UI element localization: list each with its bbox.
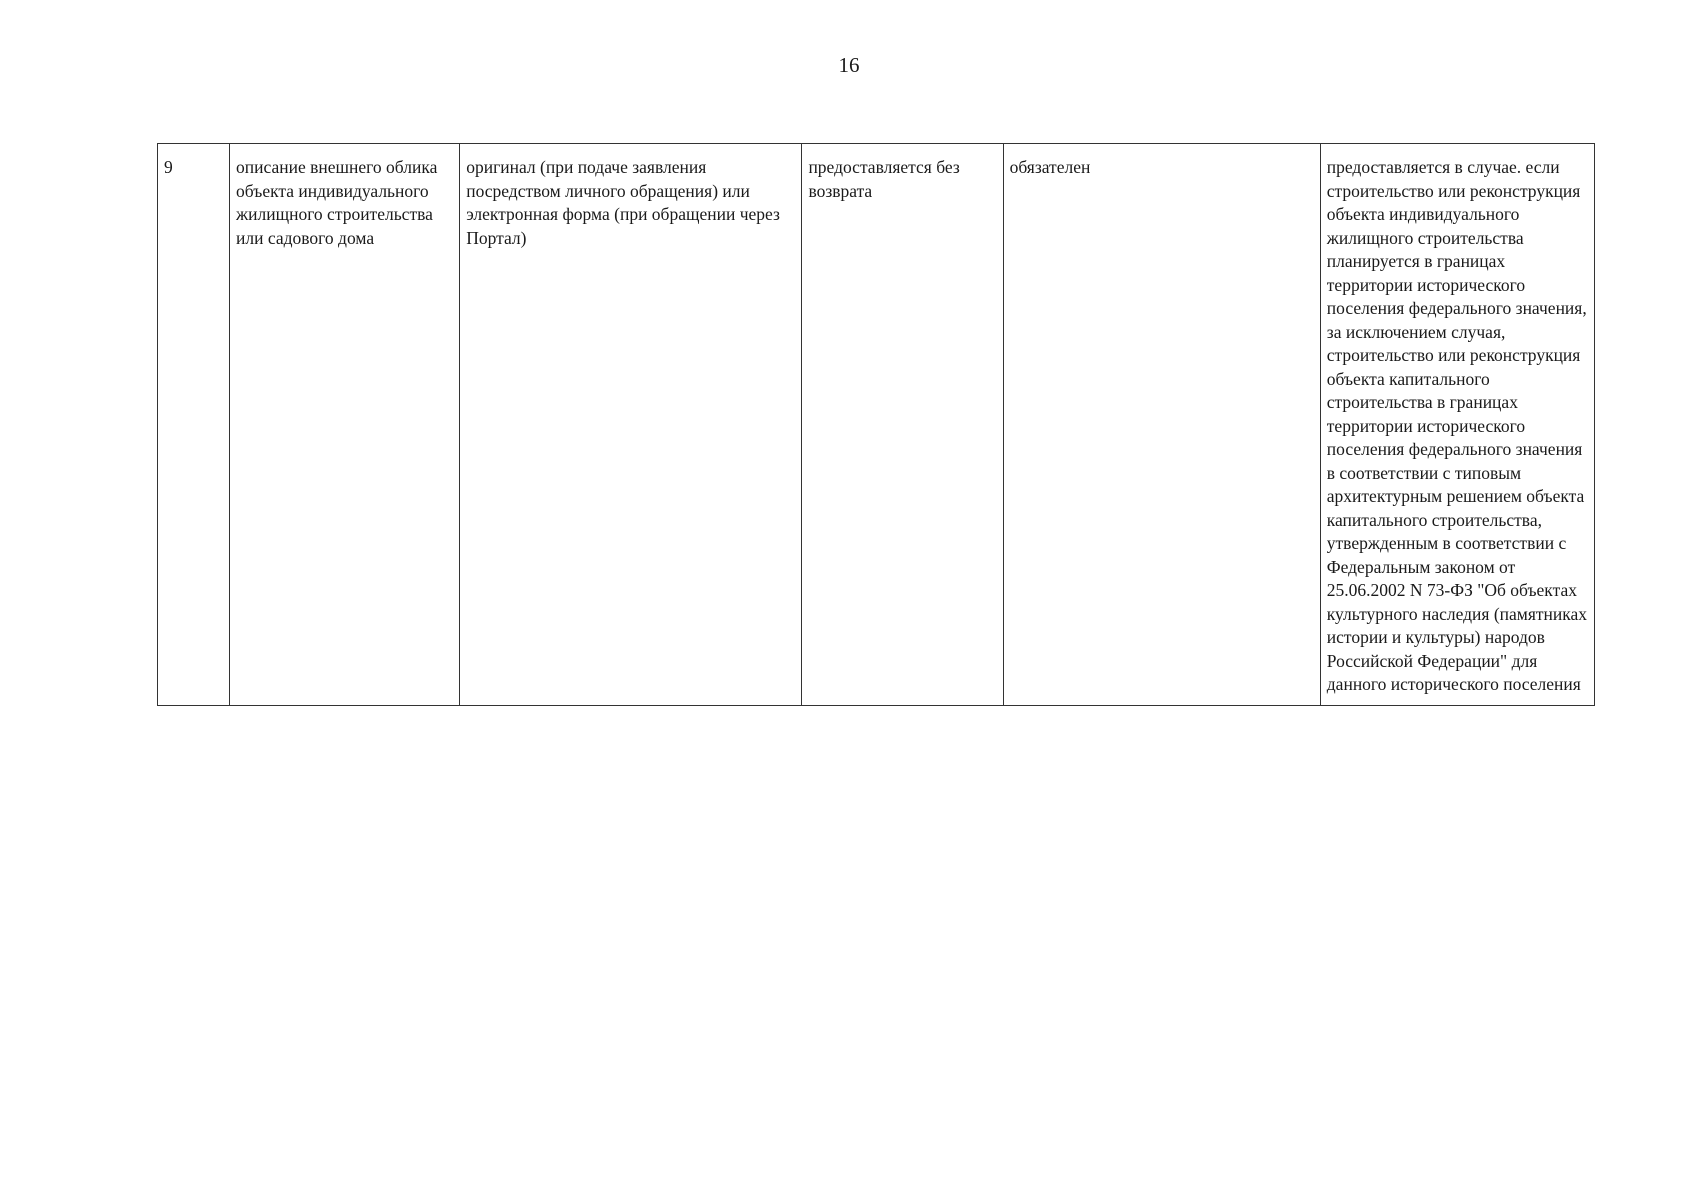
row-number-cell: 9	[158, 144, 230, 706]
page-number: 16	[838, 53, 860, 77]
note-cell: предоставляется в случае. если строительство или реконструкция объекта индивидуального жилищного строительства планируется в границах территории исторического поселения федерального значения, за исключением случая, строительство или реконструкция объекта капитального строительства в границах территории исторического поселения федерального значения в соответствии с типовым архитектурным решением объекта капитального строительства, утвержденным в соответствии с Федеральным законом от 25.06.2002 N 73-ФЗ "Об объектах культурного наследия (памятниках истории и культуры) народов Российской Федерации" для данного исторического поселения	[1320, 144, 1594, 706]
document-form-cell: оригинал (при подаче заявления посредством личного обращения) или электронная форма (при обращении через Портал)	[460, 144, 802, 706]
table-row	[158, 144, 1595, 706]
requirement-cell: обязателен	[1003, 144, 1320, 706]
document-table	[157, 143, 1595, 706]
document-name-cell: описание внешнего облика объекта индивидуального жилищного строительства или садового дома	[230, 144, 460, 706]
return-terms-cell: предоставляется без возврата	[802, 144, 1003, 706]
